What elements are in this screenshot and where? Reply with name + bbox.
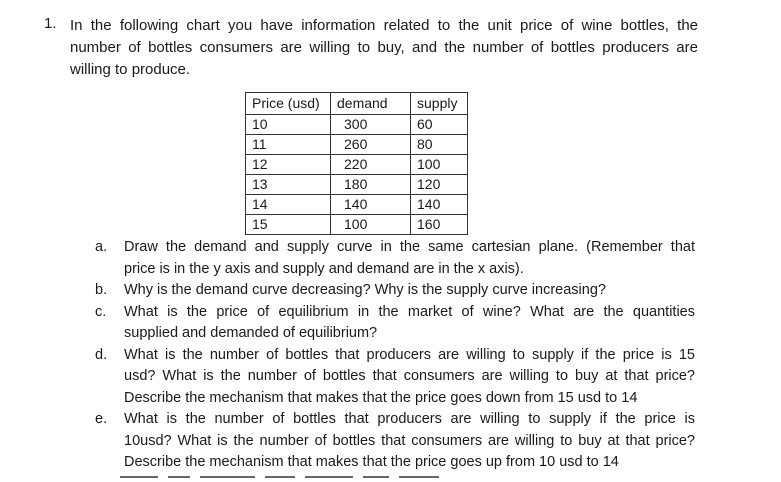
cell-demand: 140 <box>331 195 411 215</box>
subquestion-d <box>95 345 695 410</box>
subquestion-line: What is the number of bottles that producers are willing to supply if the price is 15 <box>124 346 695 363</box>
subquestion-a <box>95 237 695 280</box>
subquestion-letter: d. <box>95 346 108 363</box>
table-row <box>246 215 468 235</box>
cell-price: 15 <box>246 215 331 235</box>
subquestion-e <box>95 409 695 474</box>
subquestion-line: Describe the mechanism that makes that the price goes down from 15 usd to 14 <box>124 389 638 406</box>
cell-price: 10 <box>246 115 331 135</box>
subquestion-line: usd? What is the number of bottles that consumers are willing to buy at that price? <box>124 368 695 384</box>
question-line: number of bottles consumers are willing to buy, and the number of bottles producers are <box>70 39 698 56</box>
subquestion-line: Describe the mechanism that makes that the price goes up from 10 usd to 14 <box>124 454 619 470</box>
price-demand-supply-table <box>245 92 468 235</box>
subquestion-line: Draw the demand and supply curve in the same cartesian plane. (Remember that <box>124 239 695 255</box>
question-line: In the following chart you have information related to the unit price of wine bottles, the <box>70 17 698 34</box>
header-demand: demand <box>331 93 411 115</box>
subquestion-list <box>95 237 695 474</box>
cell-demand: 260 <box>331 135 411 155</box>
subquestion-line: Why is the demand curve decreasing? Why is the supply curve increasing? <box>124 282 606 298</box>
cell-supply: 100 <box>411 155 468 175</box>
question-text <box>70 15 698 81</box>
question-number: 1. <box>44 15 57 32</box>
cell-price: 14 <box>246 195 331 215</box>
cell-supply: 140 <box>411 195 468 215</box>
cropped-text-fragment <box>120 476 480 482</box>
table-row <box>246 115 468 135</box>
header-supply: supply <box>411 93 468 115</box>
subquestion-letter: a. <box>95 239 108 255</box>
cell-price: 13 <box>246 175 331 195</box>
subquestion-b <box>95 280 695 302</box>
table-row <box>246 135 468 155</box>
header-price: Price (usd) <box>246 93 331 115</box>
cell-supply: 160 <box>411 215 468 235</box>
table-row <box>246 155 468 175</box>
subquestion-letter: e. <box>95 411 108 427</box>
cell-price: 12 <box>246 155 331 175</box>
subquestion-line: price is in the y axis and supply and demand are in the x axis). <box>124 260 524 277</box>
subquestion-line: supplied and demanded of equilibrium? <box>124 325 378 341</box>
subquestion-letter: b. <box>95 282 108 298</box>
subquestion-letter: c. <box>95 303 107 320</box>
table-row <box>246 175 468 195</box>
subquestion-line: What is the price of equilibrium in the market of wine? What are the quantities <box>124 303 695 320</box>
subquestion-line: 10usd? What is the number of bottles that consumers are willing to buy at that price? <box>124 432 695 449</box>
cell-demand: 220 <box>331 155 411 175</box>
table-row <box>246 195 468 215</box>
cell-demand: 300 <box>331 115 411 135</box>
subquestion-line: What is the number of bottles that producers are willing to supply if the price is <box>124 411 695 427</box>
cell-supply: 60 <box>411 115 468 135</box>
cell-demand: 180 <box>331 175 411 195</box>
cell-supply: 80 <box>411 135 468 155</box>
cell-supply: 120 <box>411 175 468 195</box>
subquestion-c <box>95 302 695 345</box>
cell-demand: 100 <box>331 215 411 235</box>
question-line: willing to produce. <box>70 61 191 78</box>
cell-price: 11 <box>246 135 331 155</box>
table-header-row <box>246 93 468 115</box>
